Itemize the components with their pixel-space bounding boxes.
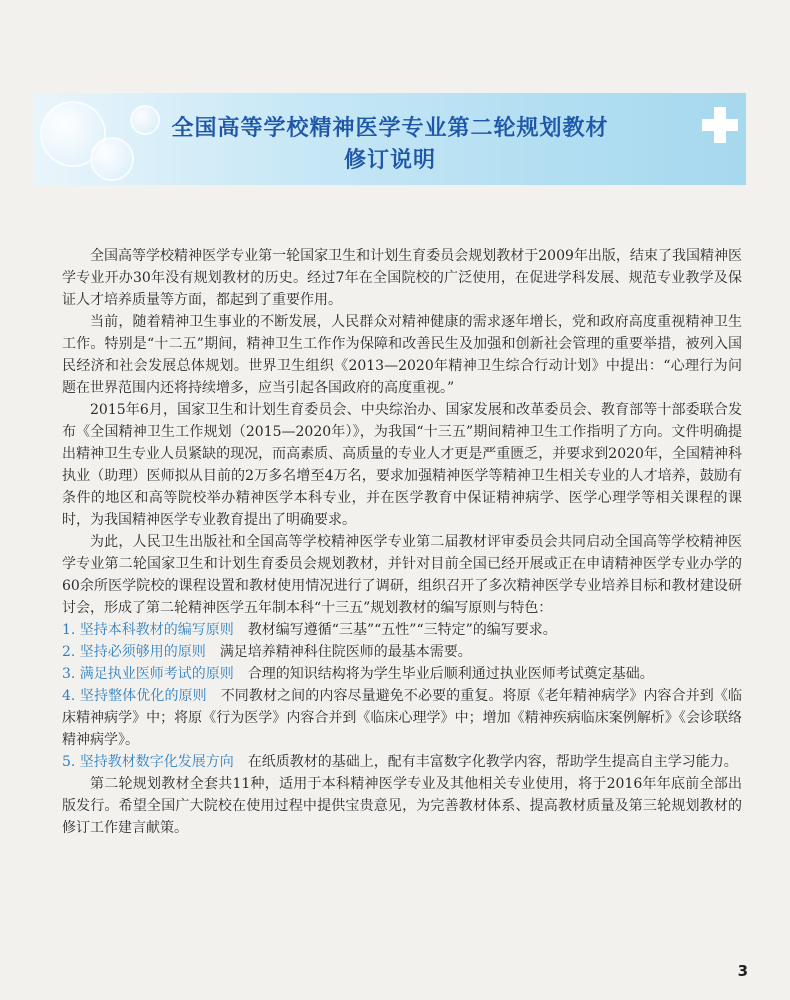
paragraph: 全国高等学校精神医学专业第一轮国家卫生和计划生育委员会规划教材于2009年出版，结束了我国精神医学专业开办30年没有规划教材的历史。经过7年在全国院校的广泛使用，在促进学科发展、规范专业教学及保证人才培养质量等方面，都起到了重要作用。	[62, 248, 742, 308]
page-title: 全国高等学校精神医学专业第二轮规划教材	[171, 116, 609, 141]
paragraph: 为此，人民卫生出版社和全国高等学校精神医学专业第二届教材评审委员会共同启动全国高等学校精神医学专业第二轮国家卫生和计划生育委员会规划教材，并针对目前全国已经开展或正在申请精神医学专业办学的60余所医学院校的课程设置和教材使用情况进行了调研，组织召开了多次精神医学专业培养目标和教材建设研讨会，形成了第二轮精神医学五年制本科“十三五”规划教材的编写原则与特色：	[62, 534, 742, 616]
principle-lead: 3. 满足执业医师考试的原则	[62, 666, 234, 682]
principle-item	[62, 641, 742, 663]
principle-lead: 2. 坚持必须够用的原则	[62, 644, 206, 660]
body-text	[62, 245, 742, 839]
header-banner	[34, 93, 746, 185]
page-subtitle: 修订说明	[343, 148, 436, 173]
principle-item	[62, 663, 742, 685]
closing-paragraph: 第二轮规划教材全套共11种，适用于本科精神医学专业及其他相关专业使用，将于2016年年底前全部出版发行。希望全国广大院校在使用过程中提供宝贵意见，为完善教材体系、提高教材质量及第三轮规划教材的修订工作建言献策。	[62, 776, 742, 836]
principle-lead: 1. 坚持本科教材的编写原则	[62, 622, 234, 638]
principle-item	[62, 619, 742, 641]
page-number: 3	[737, 962, 748, 980]
principle-text: 教材编写遵循“三基”“五性”“三特定”的编写要求。	[247, 622, 557, 638]
paragraph: 2015年6月，国家卫生和计划生育委员会、中央综治办、国家发展和改革委员会、教育部等十部委联合发布《全国精神卫生工作规划（2015—2020年）》，为我国“十三五”期间精神卫生工作指明了方向。文件明确提出精神卫生专业人员紧缺的现况，而高素质、高质量的专业人才更是严重匮乏，并要求到2020年，全国精神科执业（助理）医师拟从目前的2万多名增至4万名，要求加强精神医学等精神卫生相关专业的人才培养，鼓励有条件的地区和高等院校举办精神医学本科专业，并在医学教育中保证精神病学、医学心理学等相关课程的课时，为我国精神医学专业教育提出了明确要求。	[62, 402, 742, 528]
principle-text: 合理的知识结构将为学生毕业后顺利通过执业医师考试奠定基础。	[247, 666, 654, 682]
principle-text: 不同教材之间的内容尽量避免不必要的重复。将原《老年精神病学》内容合并到《临床精神病学》中；将原《行为医学》内容合并到《临床心理学》中；增加《精神疾病临床案例解析》《会诊联络精神病学》。	[62, 688, 742, 748]
principle-item	[62, 751, 742, 773]
principle-lead: 5. 坚持教材数字化发展方向	[62, 754, 234, 770]
principle-lead: 4. 坚持整体优化的原则	[62, 688, 207, 704]
principle-text: 满足培养精神科住院医师的最基本需要。	[219, 644, 472, 660]
principle-item	[62, 685, 742, 751]
paragraph: 当前，随着精神卫生事业的不断发展，人民群众对精神健康的需求逐年增长，党和政府高度重视精神卫生工作。特别是“十二五”期间，精神卫生工作作为保障和改善民生及加强和创新社会管理的重要举措，被列入国民经济和社会发展总体规划。世界卫生组织《2013—2020年精神卫生综合行动计划》中提出：“心理行为问题在世界范围内还将持续增多，应当引起各国政府的高度重视。”	[62, 314, 742, 396]
principle-text: 在纸质教材的基础上，配有丰富数字化教学内容，帮助学生提高自主学习能力。	[247, 754, 738, 770]
